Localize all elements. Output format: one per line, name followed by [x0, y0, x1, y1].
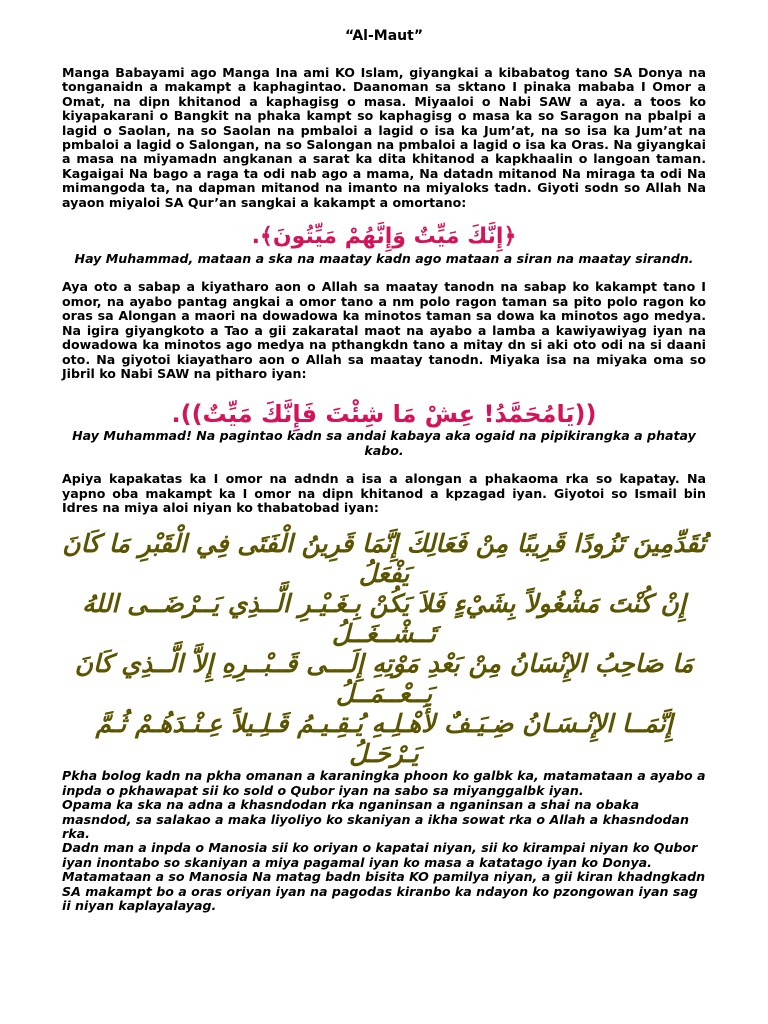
closing-paragraph: Matamataan a so Manosia Na matag badn bisita KO pamilya niyan, a gii kiran khadngkadn SA makampt bo a oras oriyan iyan na pagodas kiranbo ka ndayon ko pzongowan iyan sag ii niyan kaplayalayag.: [62, 869, 706, 913]
poem-line: تُقَدِّمِينَ تَزُودًا قَرِيبًا مِنْ فَعَالِكَ إِنَّمَا قَرِينُ الْفَتَى فِي الْقَبْرِ مَا كَانَ يَفْعَلُ: [62, 529, 706, 589]
closing-paragraph: Dadn man a inpda o Manosia sii ko oriyan o kapatai niyan, sii ko kirampai niyan ko Qubor iyan inontabo so skaniyan a miya pagamal iyan ko masa a katatago iyan ko Donya.: [62, 840, 698, 870]
closing-paragraph: Pkha bolog kadn na pkha omanan a karaningka phoon ko galbk ka, matamataan a ayabo a inpda o pkhawapat sii ko sold o Qubor iyan na sabo sa miyanggalbk iyan.: [62, 768, 706, 798]
hadith-verse: ((يَامُحَمَّدُ! عِشْ مَا شِئْتَ فَإِنَّكَ مَيِّتٌ)).: [171, 400, 597, 429]
closing-paragraph: Opama ka ska na adna a khasndodan rka nganinsan a nganinsan a shai na obaka masndod, sa salakao a maka liyoliyo ko skaniyan a ikha sowat rka o Allah a khasndodan rka.: [62, 797, 690, 841]
second-paragraph: Aya oto a sabap a kiyatharo aon o Allah sa maatay tanodn na sabap ko kakampt tano I omor, na ayabo pantag angkai a omor tano a nm polo ragon taman sa pito polo ragon ko oras sa Alongan a maori na dowadowa ka minotos taman sa dowa ka minotos ago medya. Na igira giyangkoto a Tao a gii zakaratal maot na ayabo a lamba a kawiyawiyag iyan na dowadowa ka minotos ago medya na pthangkdn tano a mitay dn si aki oto odi na si daani oto. Na giyotoi kiayatharo aon o Allah sa maatay tanodn. Miyaka isa na miyaka oma so Jibril ko Nabi SAW na pitharo iyan:: [62, 279, 706, 381]
intro-paragraph: Manga Babayami ago Manga Ina ami KO Islam, giyangkai a kibabatog tano SA Donya na tonganaidn a makampt a kaphagintao. Daanoman sa sktano I pinaka mababa I Omor a Omat, na dipn khitanod a kaphagisg o masa. Miyaaloi o Nabi SAW a aya. a toos ko kiyapakarani o Bangkit na phaka kampt so kaphagisg o masa ka so Saragon na pbalpi a lagid o Saolan, na so Saolan na pmbaloi a lagid o isa ka Jum’at, na so isa ka Jum’at na pmbaloi a lagid o Salongan, na so Salongan na pmbaloi a lagid o isa ka Oras. Na giyangkai a masa na miyamadn angkanan a sarat ka dita khitanod a kapkhaalin o langoan taman. Kagaigai Na bago a raga ta odi nab ago a mama, Na datadn mitanod Na miraga ta odi Na mimangoda ta, na dapman mitanod na imanto na miyaloks tadn. Giyoti sodn so Allah Na ayaon miyaloi SA Qur’an sangkai a kakampt a omortano:: [62, 65, 706, 210]
document-title: “Al-Maut”: [344, 28, 424, 44]
poem-line: مَا صَاحِبُ الإِنْسَانُ مِنْ بَعْدِ مَوْتِهِ إِلَـــى قَــبْــرِهِ إِلاَّ الَّــذِي كَانَ يَــعْــمَــلُ: [74, 649, 694, 709]
third-paragraph: Apiya kapakatas ka I omor na adndn a isa a alongan a phakaoma rka so kapatay. Na yapno oba makampt ka I omor na dipn khitanod a kpzagad iyan. Giyotoi so Ismail bin Idres na miya aloi niyan ko thabatobad iyan:: [62, 471, 706, 515]
poem-line: إِنَّمَــا الإِنْـسَـانُ ضِـيَـفٌ لأَهْـلِـهِ يُـقِـيـمُ قَـلِـيلاً عِـنْـدَهُـمْ ثُـمَّ يَـرْحَـلُ: [95, 709, 673, 769]
closing-section: [62, 769, 706, 913]
poem-line: إِنْ كُنْتَ مَشْغُولاً بِشَيْءٍ فَلاَ يَكُنْ بِـغَـيْـرِ الَّــذِي يَــرْضَــى اللهُ تَــشْــغَــلُ: [82, 589, 686, 649]
arabic-poem: [62, 529, 706, 769]
hadith-translation: Hay Muhammad! Na pagintao kadn sa andai kabaya aka ogaid na pipikirangka a phatay kabo.: [72, 428, 696, 458]
verse-translation: Hay Muhammad, mataan a ska na maatay kadn ago mataan a siran na maatay sirandn.: [74, 251, 694, 267]
quran-verse: ﴿إِنَّكَ مَيِّتٌ وَإِنَّهُمْ مَيِّتُونَ﴾.: [251, 224, 517, 250]
